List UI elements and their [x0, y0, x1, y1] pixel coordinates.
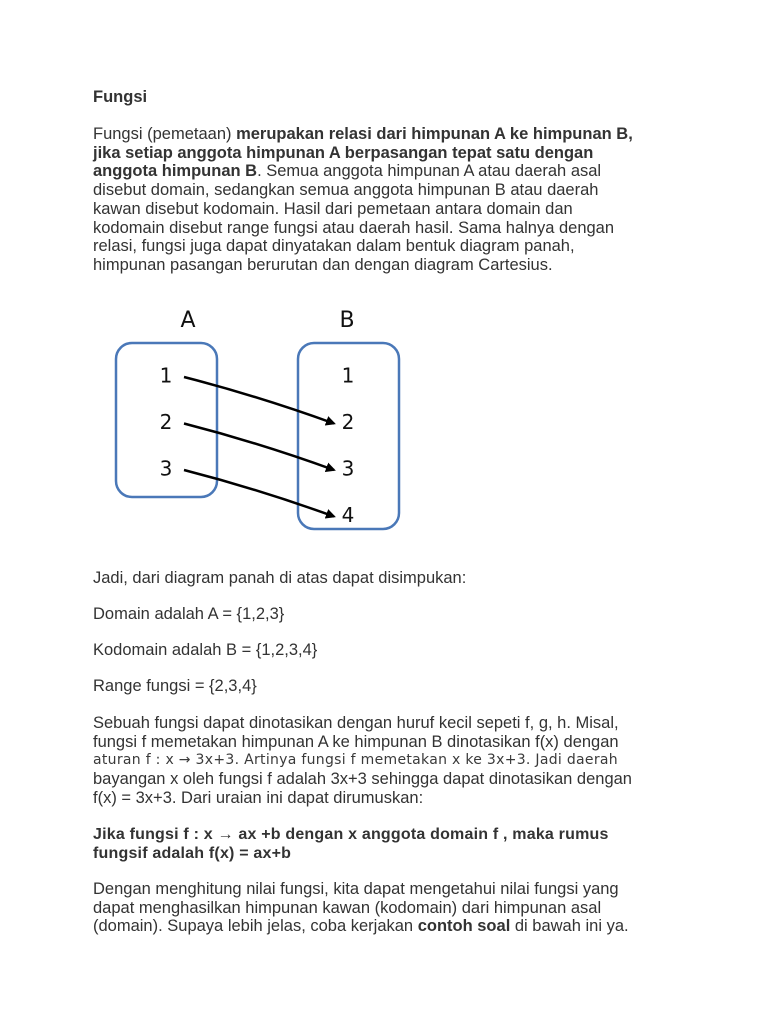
rule-statement	[93, 826, 693, 863]
intro-line-3: anggota himpunan B. Semua anggota himpunan A atau daerah asal	[93, 162, 602, 181]
closing-line-1: Dengan menghitung nilai fungsi, kita dapat mengetahui nilai fungsi yang	[93, 880, 619, 898]
set-b-element: 4	[341, 503, 355, 527]
arrow-diagram	[100, 300, 420, 540]
notation-line-2: fungsi f memetakan himpunan A ke himpunan B dinotasikan f(x) dengan	[93, 732, 619, 751]
intro-line-6: kodomain disebut range fungsi atau daerah hasil. Sama halnya dengan	[93, 218, 615, 237]
notation-line-1: Sebuah fungsi dapat dinotasikan dengan huruf kecil sepeti f, g, h. Misal,	[93, 714, 619, 732]
conclusion-lead: Jadi, dari diagram panah di atas dapat disimpukan:	[93, 569, 467, 587]
set-a-label: A	[180, 308, 196, 333]
example-link-text: contoh soal	[417, 917, 511, 936]
intro-line-1: Fungsi (pemetaan) merupakan relasi dari himpunan A ke himpunan B,	[93, 125, 633, 143]
intro-line-2: jika setiap anggota himpunan A berpasangan tepat satu dengan	[93, 143, 594, 162]
mapping-arrow	[184, 470, 334, 517]
closing-line-2: dapat menghasilkan himpunan kawan (kodomain) dari himpunan asal	[93, 898, 602, 917]
notation-paragraph	[93, 714, 693, 808]
closing-paragraph	[93, 880, 693, 936]
set-a-element: 3	[159, 456, 173, 481]
codomain-statement: Kodomain adalah B = {1,2,3,4}	[93, 641, 318, 659]
range-statement: Range fungsi = {2,3,4}	[93, 677, 257, 695]
closing-line-3: (domain). Supaya lebih jelas, coba kerjakan contoh soal di bawah ini ya.	[93, 917, 629, 936]
section-title: Fungsi	[93, 88, 148, 106]
set-a-element: 1	[159, 363, 173, 388]
rule-line-2: fungsif adalah f(x) = ax+b	[93, 844, 292, 862]
intro-paragraph	[93, 125, 693, 275]
rule-line-1: Jika fungsi f : x → ax +b dengan x anggota domain f , maka rumus	[93, 826, 609, 843]
set-b-label: B	[339, 308, 355, 333]
mapping-arrow	[184, 424, 334, 471]
mapping-arrow	[184, 377, 334, 424]
intro-line-5: kawan disebut kodomain. Hasil dari pemetaan antara domain dan	[93, 199, 573, 218]
set-b-element: 1	[341, 363, 355, 388]
intro-line-8: himpunan pasangan berurutan dan dengan diagram Cartesius.	[93, 255, 553, 274]
set-b-element: 2	[341, 410, 355, 434]
notation-line-3: aturan f : x → 3x+3. Artinya fungsi f memetakan x ke 3x+3. Jadi daerah	[93, 752, 618, 769]
intro-line-7: relasi, fungsi juga dapat dinyatakan dalam bentuk diagram panah,	[93, 237, 575, 256]
domain-statement: Domain adalah A = {1,2,3}	[93, 605, 285, 623]
set-b-element: 3	[341, 456, 355, 481]
notation-line-4: bayangan x oleh fungsi f adalah 3x+3 sehingga dapat dinotasikan dengan	[93, 770, 632, 789]
set-a-element: 2	[159, 410, 173, 434]
intro-line-4: disebut domain, sedangkan semua anggota himpunan B atau daerah	[93, 181, 599, 200]
notation-line-5: f(x) = 3x+3. Dari uraian ini dapat dirumuskan:	[93, 788, 424, 807]
